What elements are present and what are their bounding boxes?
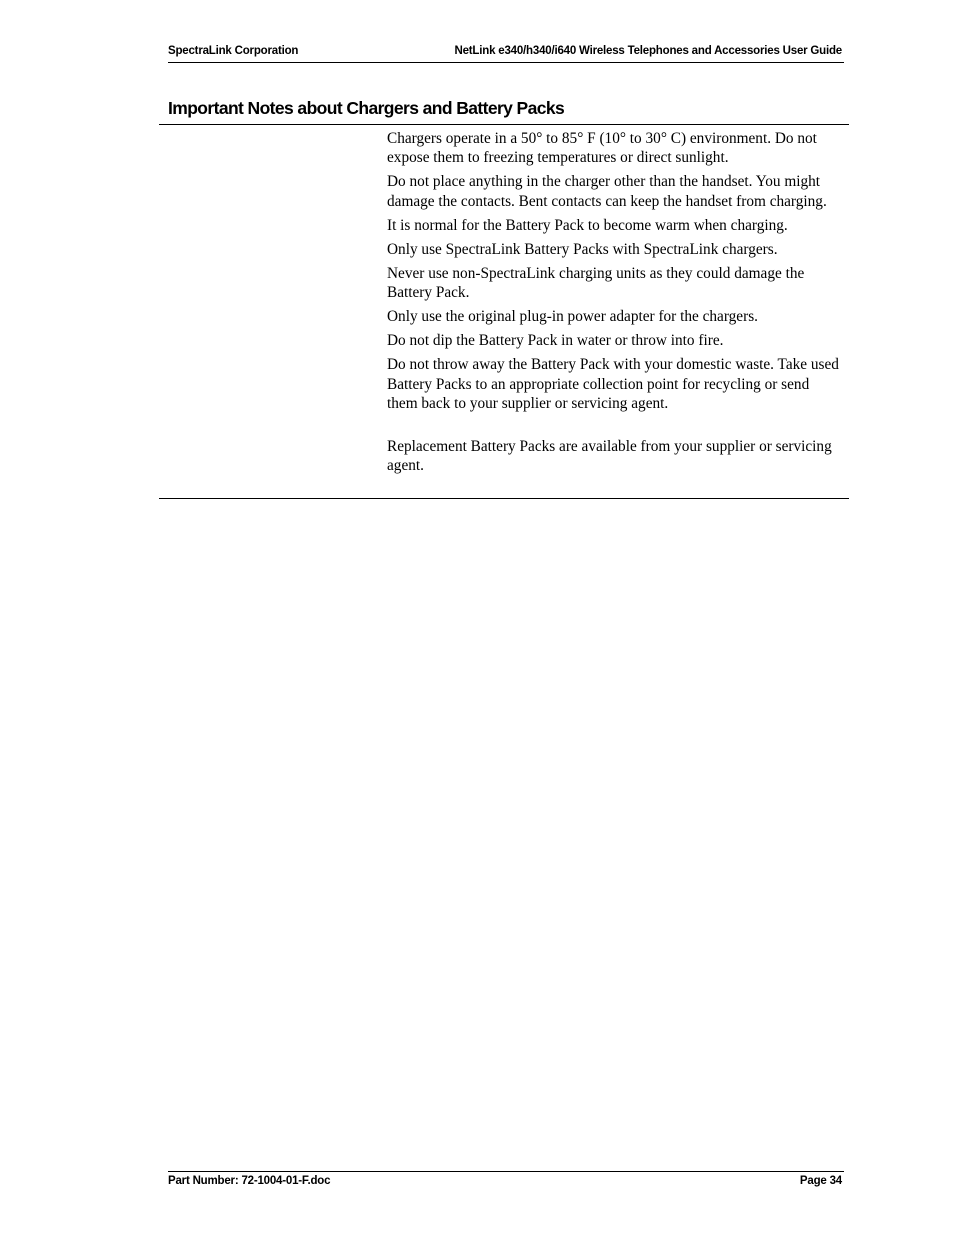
note-item: Do not throw away the Battery Pack with your domestic waste. Take used Battery Packs to an appropriate collection point for recycling or send them back to your supplier or servicing agent. — [387, 356, 839, 413]
header-company: SpectraLink Corporation — [168, 45, 299, 57]
section-rule-top — [159, 124, 849, 125]
footer-page-number: Page 34 — [799, 1175, 842, 1187]
section-title: Important Notes about Chargers and Battery Packs — [168, 98, 565, 118]
note-item: Only use SpectraLink Battery Packs with SpectraLink chargers. — [387, 240, 778, 258]
note-item: Do not dip the Battery Pack in water or throw into fire. — [387, 332, 724, 350]
note-item: Only use the original plug-in power adapter for the chargers. — [387, 308, 758, 326]
footer-part-number: Part Number: 72-1004-01-F.doc — [168, 1175, 331, 1187]
page-footer — [168, 1171, 844, 1192]
note-item: It is normal for the Battery Pack to become warm when charging. — [387, 216, 788, 234]
notes-list — [387, 129, 843, 480]
header-document-title: NetLink e340/h340/i640 Wireless Telephones and Accessories User Guide — [454, 45, 842, 57]
note-item-replacement: Replacement Battery Packs are available from your supplier or servicing agent. — [387, 438, 832, 475]
note-item: Do not place anything in the charger other than the handset. You might damage the contacts. Bent contacts can keep the handset from charging. — [387, 173, 827, 210]
page-header — [168, 43, 844, 63]
note-item: Never use non-SpectraLink charging units as they could damage the Battery Pack. — [387, 264, 805, 302]
note-item: Chargers operate in a 50° to 85° F (10° to 30° C) environment. Do not expose them to freezing temperatures or direct sunlight. — [387, 130, 817, 167]
section-rule-bottom — [159, 498, 849, 499]
